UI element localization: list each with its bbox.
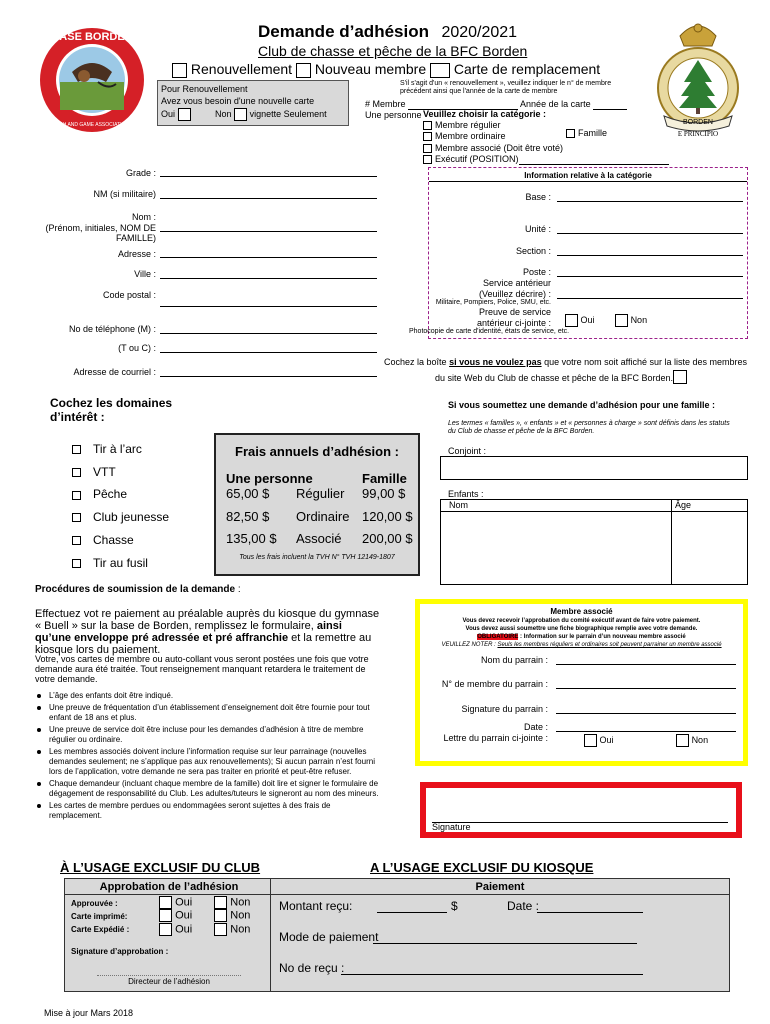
category-heading: Veuillez choisir la catégorie : (423, 109, 547, 119)
title-main: Demande d’adhésion (258, 22, 429, 41)
replacement-checkbox[interactable] (430, 63, 450, 78)
category-info-title: Information relative à la catégorie (524, 171, 652, 180)
poste-label: Poste : (522, 267, 551, 277)
enfants-label: Enfants : (448, 489, 484, 499)
renewal-box (157, 80, 349, 126)
fee-row-regulier-type: Régulier (296, 486, 345, 501)
renew-checkbox[interactable] (172, 63, 187, 78)
interest-club-jeunesse[interactable]: Club jeunesse (72, 506, 169, 529)
nm-label: NM (si militaire) (93, 189, 156, 199)
poste-field[interactable] (557, 276, 743, 277)
associate-line4: VEUILLEZ NOTER : Seuls les membres réguliers et ordinaires soit peuvent parrainer un membre associé (441, 642, 722, 648)
bullet-associate: Les membres associés doivent inclure l’information requise sur leur parrainage (nouvelles demandes seulement; ne s’applique pas aux renouvellements); Si aucun parrain n’est fourni lors de l’application, votre demande ne sera pas traiter en priorité et peut-être refuser. (35, 747, 380, 777)
kiosk-use-title: A L’USAGE EXCLUSIF DU KIOSQUE (370, 860, 594, 875)
interest-tir-arc[interactable]: Tir à l’arc (72, 438, 169, 461)
conjoint-label: Conjoint : (448, 446, 487, 456)
approuvee-oui-checkbox[interactable] (159, 896, 172, 909)
grade-label: Grade : (125, 168, 156, 178)
logo-left-top-text: BASE BORDEN (51, 31, 133, 43)
letter-non-checkbox[interactable] (676, 734, 689, 747)
base-label: Base : (525, 192, 551, 202)
signature-label: Signature (432, 822, 471, 832)
approval-title: Approbation de l’adhésion (99, 881, 239, 893)
montant-label: Montant reçu: (279, 899, 353, 913)
cfb-borden-crest (650, 18, 746, 140)
base-borden-logo (38, 22, 146, 142)
fee-row-ordinaire-f: 120,00 $ (362, 509, 413, 524)
preuve-non-checkbox[interactable] (615, 314, 628, 327)
preuve-non-label: Non (630, 314, 648, 325)
parrain-sig-field[interactable] (556, 713, 736, 714)
payment-title: Paiement (475, 881, 525, 893)
fee-row-associe-f: 200,00 $ (362, 531, 413, 546)
nm-field[interactable] (160, 198, 377, 199)
nom-sublabel: (Prénom, initiales, NOM DE FAMILLE) (45, 223, 156, 243)
section-field[interactable] (557, 255, 743, 256)
parrain-nom-label: Nom du parrain : (480, 655, 548, 665)
payment-date-field[interactable] (537, 912, 643, 913)
fee-row-regulier-f: 99,00 $ (362, 486, 406, 501)
imprime-oui-checkbox[interactable] (159, 909, 172, 922)
children-name-cell[interactable] (441, 511, 671, 584)
family-note-2: du Club de chasse et pêche de la BFC Borden. (448, 428, 595, 435)
footer-updated: Mise à jour Mars 2018 (44, 1008, 134, 1018)
fee-row-ordinaire-p: 82,50 $ (226, 509, 270, 524)
renew-label: Renouvellement (190, 61, 293, 77)
approval-signature-field[interactable] (97, 975, 241, 976)
bullet-school: Une preuve de fréquentation d’un établissement d’enseignement doit être fournie pour tout enfant de 18 ans et plus. (35, 703, 380, 723)
membre-label: # Membre (365, 99, 406, 109)
tou-c-label: (T ou C) : (118, 343, 156, 353)
parrain-sig-label: Signature du parrain : (461, 704, 548, 714)
club-use-box: Approbation de l’adhésion Approuvée : Carte imprimé: Carte Expédié : Oui Non Oui Non Oui Non Signature d’approbation : Directeur de l’adhésion (64, 878, 274, 992)
associate-line3: OBLIGATOIRE : Information sur le parrain d’un nouveau membre associé (477, 634, 686, 640)
membership-type-options (172, 61, 600, 78)
section-label: Section : (515, 246, 551, 256)
category-associe[interactable]: Membre associé (Doit être voté) (423, 143, 563, 153)
bullet-service: Une preuve de service doit être incluse pour les demandes d’adhésion à titre de membre régulier ou ordinaire. (35, 725, 380, 745)
grade-field[interactable] (160, 176, 377, 177)
tou-c-field[interactable] (160, 352, 377, 353)
category-regulier[interactable]: Membre régulier (423, 120, 501, 130)
fees-col-famille: Famille (362, 471, 407, 486)
expedie-oui-checkbox[interactable] (159, 923, 172, 936)
ville-label: Ville : (134, 269, 156, 279)
preuve-label: Preuve de service (478, 307, 551, 317)
children-table (440, 499, 748, 585)
courriel-label: Adresse de courriel : (73, 367, 156, 377)
interests-title-1: Cochez les domaines (50, 396, 173, 410)
logo-right-motto: E PRINCIPIO (677, 130, 719, 138)
interests-title-2: d’intérêt : (50, 410, 105, 424)
service-field[interactable] (557, 298, 743, 299)
preuve-oui-label: Oui (580, 314, 595, 325)
conjoint-field[interactable] (440, 456, 748, 480)
recu-label: No de reçu : (279, 961, 345, 975)
category-ordinaire[interactable]: Membre ordinaire (423, 131, 506, 141)
telephone-label: No de téléphone (M) : (68, 324, 156, 334)
associate-line1: Vous devez recevoir l’approbation du comité exécutif avant de faire votre paiement. (462, 618, 701, 624)
anterieur-label: antérieur ci-jointe : (476, 318, 551, 328)
fees-box (214, 433, 420, 576)
fee-row-associe-p: 135,00 $ (226, 531, 277, 546)
letter-non-label: Non (691, 734, 709, 745)
base-field[interactable] (557, 201, 743, 202)
procedures-title: Procédures de soumission de la demande (35, 584, 236, 595)
renewal-oui-checkbox[interactable] (178, 108, 191, 121)
category-info-box (409, 167, 748, 339)
code-postal-field[interactable] (160, 306, 377, 307)
club-use-title: À L’USAGE EXCLUSIF DU CLUB (60, 860, 261, 875)
logo-left-bottom-text: FISH AND GAME ASSOCIATION (54, 122, 130, 128)
directeur-label: Directeur de l’adhésion (128, 977, 210, 986)
renewal-oui-label: Oui (161, 108, 176, 119)
children-age-cell[interactable] (672, 511, 747, 584)
parrain-letter-label: Lettre du parrain ci-jointe : (443, 733, 548, 743)
fee-row-associe-type: Associé (296, 531, 342, 546)
kiosk-use-box (270, 878, 730, 992)
bullet-age: L’âge des enfants doit être indiqué. (35, 691, 380, 701)
recu-field[interactable] (341, 974, 643, 975)
replacement-label: Carte de remplacement (453, 61, 601, 77)
photocopie-note: Photocopie de carte d'identité, états de service, etc. (409, 328, 570, 335)
new-member-checkbox[interactable] (296, 63, 311, 78)
interest-vtt[interactable]: VTT (72, 461, 169, 484)
telephone-field[interactable] (160, 333, 377, 334)
parrain-no-label: N° de membre du parrain : (441, 679, 548, 689)
courriel-field[interactable] (160, 376, 377, 377)
mode-field[interactable] (373, 943, 637, 944)
associate-line2: Vous devez aussi soumettre une fiche biographique remplie avec votre demande. (465, 626, 698, 632)
website-optout-checkbox[interactable] (673, 370, 687, 384)
annee-label: Année de la carte (520, 99, 591, 109)
signature-box[interactable] (420, 782, 742, 838)
dollar-sign: $ (451, 899, 458, 913)
logo-right-banner: BORDEN (683, 119, 713, 126)
letter-oui-checkbox[interactable] (584, 734, 597, 747)
renewal-line2: Avez vous besoin d'une nouvelle carte (161, 96, 315, 106)
fees-col-personne: Une personne (226, 471, 313, 486)
website-optout-line1: Cochez la boîte si vous ne voulez pas que votre nom soit affiché sur la liste des membres (384, 357, 748, 367)
associate-box (415, 599, 748, 766)
montant-field[interactable] (377, 912, 447, 913)
imprime-non-checkbox[interactable] (214, 909, 227, 922)
interest-tir-fusil[interactable]: Tir au fusil (72, 552, 169, 575)
parrain-no-field[interactable] (556, 688, 736, 689)
category-executif[interactable]: Exécutif (POSITION) (423, 154, 669, 165)
nom-label: Nom : (131, 212, 156, 222)
bullet-lost-cards: Les cartes de membre perdues ou endommagées seront sujettes à des frais de remplacement. (35, 801, 380, 821)
children-col-nom: Nom (449, 500, 469, 510)
mode-label: Mode de paiement (279, 930, 379, 944)
renewal-note-2: précédent ainsi que l'année de la carte de membre (400, 88, 558, 95)
page-title (258, 22, 517, 42)
payment-date-label: Date : (507, 899, 540, 913)
unite-label: Unité : (524, 224, 551, 234)
interest-chasse[interactable]: Chasse (72, 529, 169, 552)
procedures-bullets (35, 691, 380, 823)
subtitle: Club de chasse et pêche de la BFC Borden (258, 43, 528, 59)
letter-oui-label: Oui (599, 734, 614, 745)
approuvee-label: Approuvée : (71, 899, 118, 908)
unite-field[interactable] (557, 233, 743, 234)
service-label: Service antérieur (482, 278, 551, 288)
service-describe-label: (Veuillez décrire) : (478, 289, 551, 299)
fees-note: Tous les frais incluent la TVH N° TVH 12149-1807 (239, 554, 395, 561)
approuvee-non-checkbox[interactable] (214, 896, 227, 909)
nom-field[interactable] (160, 231, 377, 232)
preuve-oui-checkbox[interactable] (565, 314, 578, 327)
bullet-waiver: Chaque demandeur (incluant chaque membre de la famille) doit lire et signer le formulaire de dégagement de responsabilité du Club. Les adultes/tuteurs le signeront au nom des mineurs. (35, 779, 380, 799)
procedures-title-row: Procédures de soumission de la demande : (35, 584, 241, 595)
family-note-1: Les termes « familles », « enfants » et « personnes à charge » sont définis dans les statuts (448, 420, 730, 427)
ville-field[interactable] (160, 278, 377, 279)
imprime-label: Carte imprimé: (71, 912, 128, 921)
associate-title: Membre associé (550, 607, 613, 616)
interest-peche[interactable]: Pêche (72, 483, 169, 506)
renewal-line1: Pour Renouvellement (161, 84, 248, 94)
signature-line (432, 822, 728, 823)
website-optout-line2: du site Web du Club de chasse et pêche de la BFC Borden. (435, 373, 673, 383)
annee-field[interactable] (593, 99, 627, 110)
expedie-non-checkbox[interactable] (214, 923, 227, 936)
renewal-vignette-label: vignette Seulement (249, 108, 327, 119)
adresse-label: Adresse : (117, 249, 156, 259)
renewal-note-1: S'il s'agit d'un « renouvellement », veuillez indiquer le n° de membre (400, 80, 612, 87)
procedures-payment: Effectuez vot re paiement au préalable auprès du kiosque du gymnase « Buell » sur la base de Borden, remplissez le formulaire, ainsi qu’une enveloppe pré adressée et pré affranchie et la remettre au kiosque lors du paiement. (35, 608, 380, 656)
service-note: Militaire, Pompiers, Police, SMU, etc. (435, 299, 551, 306)
une-personne-label: Une personne (365, 110, 422, 120)
fees-title: Frais annuels d’adhésion : (235, 444, 399, 459)
title-year: 2020/2021 (441, 24, 518, 41)
adresse-field[interactable] (160, 257, 377, 258)
renewal-non-label: Non (215, 108, 232, 119)
approval-signature-label: Signature d’approbation : (71, 947, 169, 956)
procedures-mailing: Votre, vos cartes de membre ou auto-collant vous seront postées une fois que votre demande aura été traitée. Tout renseignement manquant retardera le traitement de votre demande. (35, 654, 369, 684)
fee-row-ordinaire-type: Ordinaire (296, 509, 350, 524)
parrain-nom-field[interactable] (556, 664, 736, 665)
category-famille[interactable]: Famille (566, 128, 607, 138)
family-title: Si vous soumettez une demande d’adhésion pour une famille : (448, 400, 716, 410)
new-member-label: Nouveau membre (314, 61, 427, 77)
expedie-label: Carte Expédié : (71, 925, 130, 934)
children-col-age: Âge (675, 500, 692, 510)
renewal-non-checkbox[interactable] (234, 108, 247, 121)
parrain-date-label: Date : (523, 722, 548, 732)
code-postal-label: Code postal : (102, 290, 156, 300)
parrain-date-field[interactable] (556, 731, 736, 732)
interests-list (72, 438, 169, 574)
fee-row-regulier-p: 65,00 $ (226, 486, 270, 501)
